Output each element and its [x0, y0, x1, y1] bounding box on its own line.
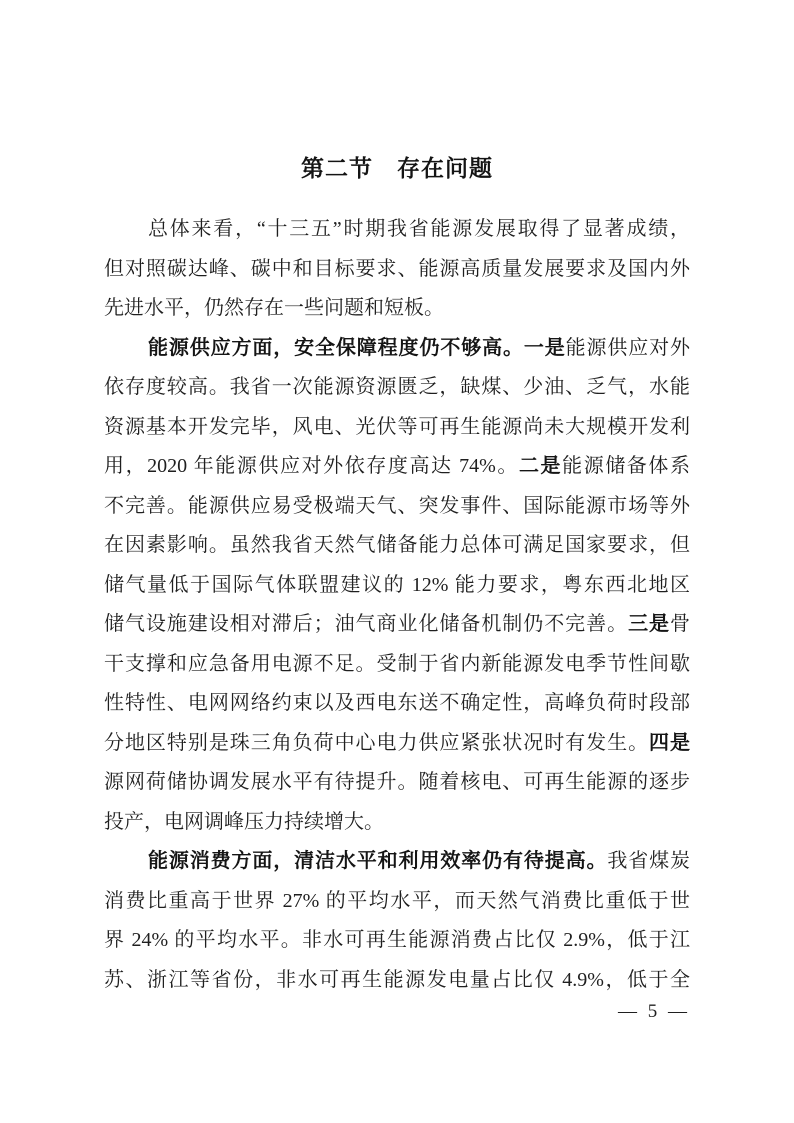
- text-line: [104, 408, 690, 448]
- text-line: [104, 250, 690, 290]
- text-run: 不完善。能源供应易受极端天气、突发事件、国际能源市场等外: [104, 494, 690, 517]
- text-line: [104, 289, 690, 329]
- text-line: [104, 724, 690, 764]
- text-line: [104, 329, 690, 369]
- text-run: 但对照碳达峰、碳中和目标要求、能源高质量发展要求及国内外: [104, 257, 690, 280]
- text-line: [104, 368, 690, 408]
- bold-text-run: 三是: [628, 613, 671, 635]
- bold-text-run: 能源供应方面，安全保障程度仍不够高。一是: [148, 336, 566, 359]
- page-number: — 5 —: [618, 1001, 690, 1022]
- text-line: [104, 605, 690, 645]
- text-line: [104, 526, 690, 566]
- text-run: 储气设施建设相对滞后；油气商业化储备机制仍不完善。: [104, 613, 629, 635]
- text-run: 骨: [670, 613, 690, 635]
- text-run: 能源供应对外: [565, 336, 690, 359]
- bold-text-run: 二是: [518, 455, 563, 477]
- text-line: [104, 684, 690, 724]
- section-title: 第二节 存在问题: [301, 155, 493, 181]
- bold-text-run: 能源消费方面，清洁水平和利用效率仍有待提高。: [148, 850, 608, 872]
- text-run: 先进水平，仍然存在一些问题和短板。: [104, 297, 444, 319]
- text-run: 干支撑和应急备用电源不足。受制于省内新能源发电季节性间歇: [104, 652, 690, 675]
- bold-text-run: 四是: [649, 731, 690, 754]
- text-line: [104, 961, 690, 1001]
- text-run: 储气量低于国际气体联盟建议的 12% 能力要求，粤东西北地区: [104, 573, 690, 596]
- text-line: [104, 566, 690, 606]
- text-run: 界 24% 的平均水平。非水可再生能源消费占比仅 2.9%，低于江: [104, 929, 690, 951]
- text-line: [104, 803, 690, 843]
- text-run: 资源基本开发完毕，风电、光伏等可再生能源尚未大规模开发利: [104, 415, 690, 438]
- text-run: 能源储备体系: [562, 455, 690, 477]
- text-line: [104, 645, 690, 685]
- text-line: [104, 882, 690, 922]
- text-run: 苏、浙江等省份，非水可再生能源发电量占比仅 4.9%，低于全: [104, 968, 690, 991]
- text-run: 分地区特别是珠三角负荷中心电力供应紧张状况时有发生。: [104, 731, 650, 754]
- text-run: 总体来看，“十三五”时期我省能源发展取得了显著成绩，: [148, 218, 690, 240]
- text-line: [104, 447, 690, 487]
- text-line: [104, 921, 690, 961]
- text-line: [104, 487, 690, 527]
- text-line: [104, 842, 690, 882]
- text-line: [104, 210, 690, 250]
- text-run: 投产，电网调峰压力持续增大。: [104, 810, 384, 833]
- text-run: 用，2020 年能源供应对外依存度高达 74%。: [104, 455, 519, 477]
- text-run: 源网荷储协调发展水平有待提升。随着核电、可再生能源的逐步: [104, 771, 690, 793]
- text-run: 性特性、电网网络约束以及西电东送不确定性，高峰负荷时段部: [104, 692, 690, 714]
- text-run: 消费比重高于世界 27% 的平均水平，而天然气消费比重低于世: [104, 889, 690, 912]
- text-run: 依存度较高。我省一次能源资源匮乏，缺煤、少油、乏气，水能: [104, 376, 690, 398]
- text-run: 我省煤炭: [607, 850, 690, 872]
- text-run: 在因素影响。虽然我省天然气储备能力总体可满足国家要求，但: [104, 534, 690, 556]
- text-line: [104, 763, 690, 803]
- body-text: [104, 210, 690, 1000]
